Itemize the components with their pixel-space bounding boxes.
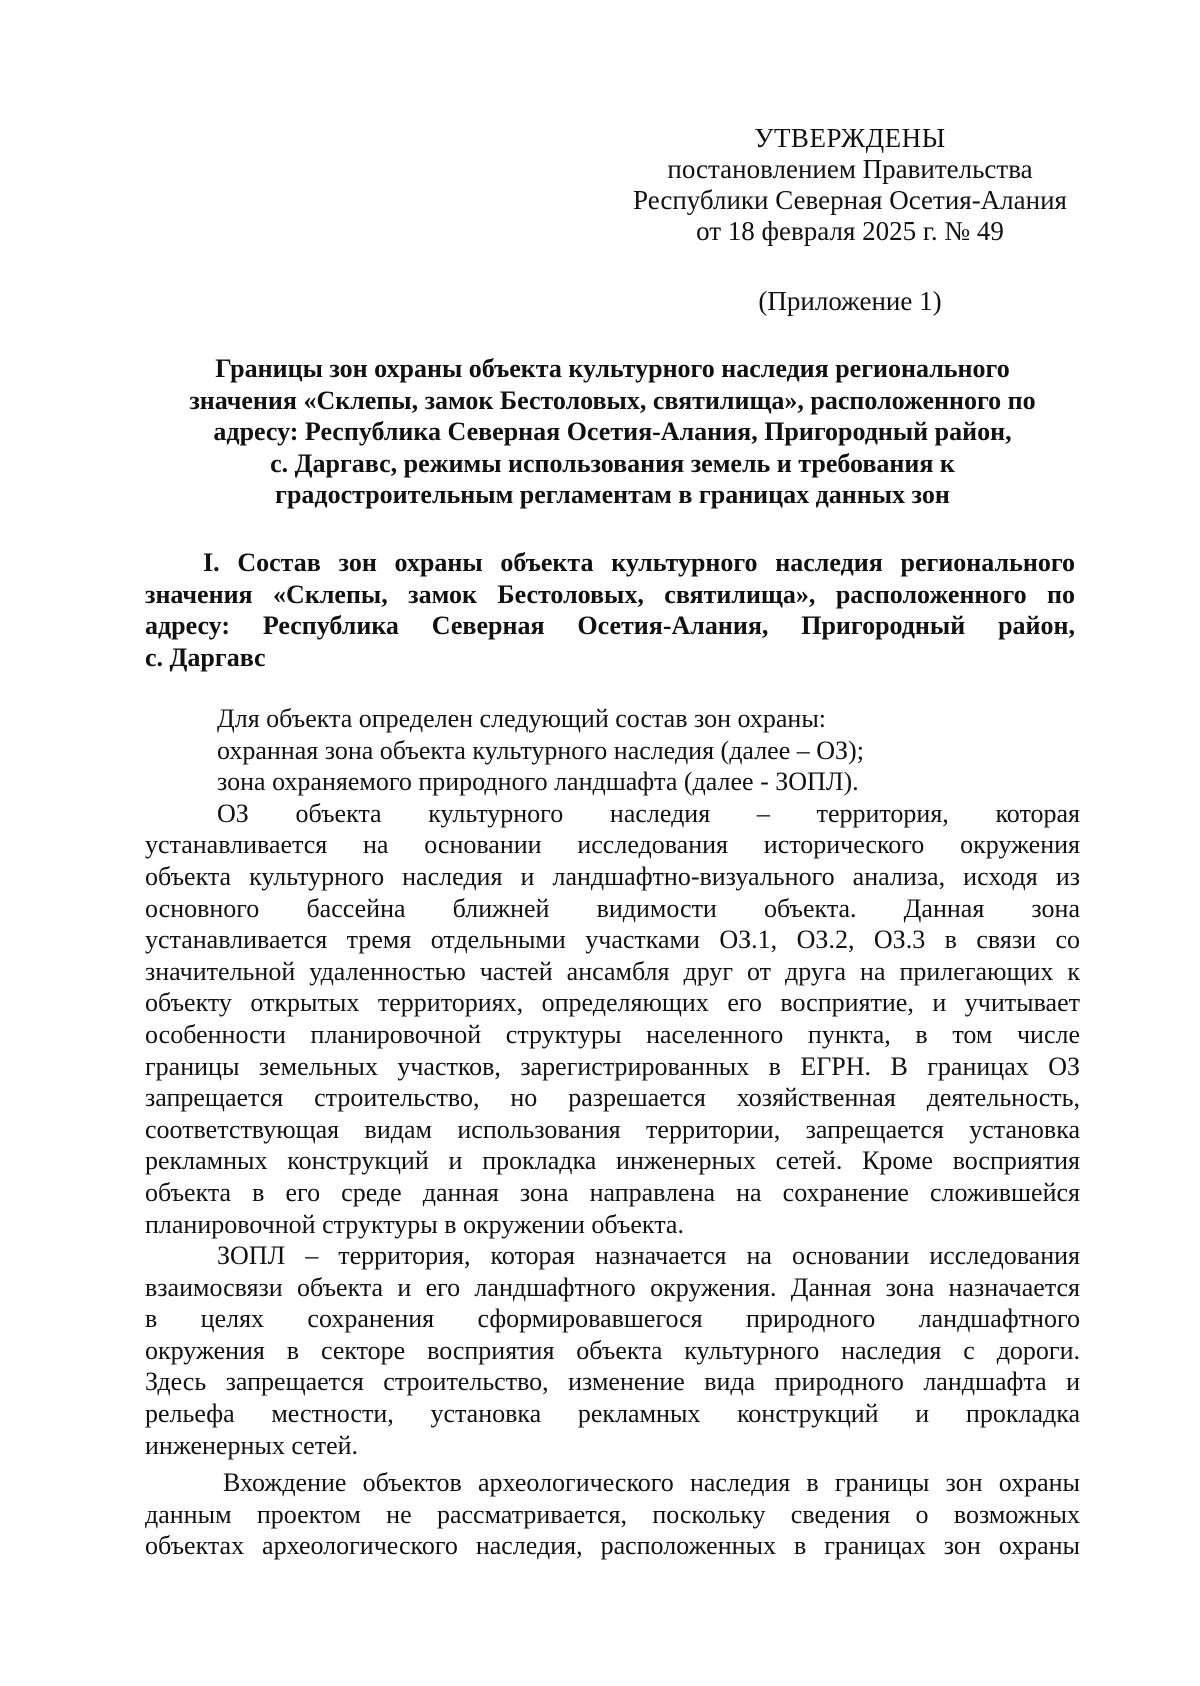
approval-date: от 18 февраля 2025 г. № 49 bbox=[696, 216, 1004, 246]
paragraph-line: взаимосвязи объекта и его ландшафтного окружения. Данная зона назначается bbox=[145, 1272, 1080, 1302]
approval-block bbox=[600, 123, 1100, 247]
paragraph-line: ЗОПЛ – территория, которая назначается на основании исследования bbox=[217, 1241, 1080, 1271]
body-text bbox=[145, 703, 1080, 1562]
title-line: адресу: Республика Северная Осетия-Алания, Пригородный район, bbox=[213, 417, 1012, 446]
intro-line: Для объекта определен следующий состав зон охраны: bbox=[217, 704, 827, 733]
section-heading-line: I. Состав зон охраны объекта культурного наследия регионального bbox=[203, 548, 1075, 577]
paragraph-line: запрещается строительство, но разрешается хозяйственная деятельность, bbox=[145, 1083, 1080, 1113]
paragraph-line: окружения в секторе восприятия объекта культурного наследия с дороги. bbox=[145, 1335, 1080, 1365]
paragraph-line: Вхождение объектов археологического наследия в границы зон охраны bbox=[223, 1468, 1080, 1498]
paragraph-line: объекта в его среде данная зона направлена на сохранение сложившейся bbox=[145, 1177, 1080, 1207]
paragraph-line: объекта культурного наследия и ландшафтно-визуального анализа, исходя из bbox=[145, 861, 1080, 891]
paragraph-line: объекту открытых территориях, определяющих его восприятие, и учитывает bbox=[145, 988, 1080, 1018]
paragraph-line: в целях сохранения сформировавшегося природного ландшафтного bbox=[145, 1304, 1080, 1334]
section-heading-line: с. Даргавс bbox=[145, 642, 266, 672]
appendix-label: (Приложение 1) bbox=[758, 286, 942, 316]
section-heading-line: адресу: Республика Северная Осетия-Алания, Пригородный район, bbox=[145, 611, 1075, 641]
paragraph-line: рельефа местности, установка рекламных конструкций и прокладка bbox=[145, 1399, 1080, 1429]
title-line: с. Даргавс, режимы использования земель и требования к bbox=[270, 448, 955, 478]
paragraph-line: устанавливается на основании исследования исторического окружения bbox=[145, 830, 1080, 860]
section-heading bbox=[145, 547, 1075, 673]
approval-line: Республики Северная Осетия-Алания bbox=[633, 185, 1067, 215]
document-title bbox=[150, 353, 1075, 511]
zone-list-item: охранная зона объекта культурного наследия (далее – ОЗ); bbox=[217, 735, 864, 765]
paragraph-line: устанавливается тремя отдельными участками ОЗ.1, ОЗ.2, ОЗ.3 в связи со bbox=[145, 925, 1080, 955]
approval-line: постановлением Правительства bbox=[667, 154, 1033, 184]
zone-list-item: зона охраняемого природного ландшафта (далее - ЗОПЛ). bbox=[217, 767, 859, 797]
paragraph-line: рекламных конструкций и прокладка инженерных сетей. Кроме восприятия bbox=[145, 1146, 1080, 1176]
paragraph-line: планировочной структуры в окружении объекта. bbox=[145, 1209, 684, 1239]
paragraph-line: ОЗ объекта культурного наследия – территория, которая bbox=[217, 798, 1080, 828]
paragraph-line: соответствующая видам использования территории, запрещается установка bbox=[145, 1114, 1080, 1144]
section-heading-line: значения «Склепы, замок Бестоловых, святилища», расположенного по bbox=[145, 579, 1075, 609]
paragraph-line: особенности планировочной структуры населенного пункта, в том числе bbox=[145, 1019, 1080, 1049]
title-line: Границы зон охраны объекта культурного наследия регионального bbox=[215, 354, 1010, 383]
title-line: значения «Склепы, замок Бестоловых, святилища», расположенного по bbox=[189, 385, 1036, 415]
paragraph-line: основного бассейна ближней видимости объекта. Данная зона bbox=[145, 893, 1080, 923]
title-line: градостроительным регламентам в границах данных зон bbox=[275, 480, 950, 509]
paragraph-line: границы земельных участков, зарегистрированных в ЕГРН. В границах ОЗ bbox=[145, 1051, 1080, 1081]
paragraph-line: инженерных сетей. bbox=[145, 1430, 359, 1460]
paragraph-line: Здесь запрещается строительство, изменение вида природного ландшафта и bbox=[145, 1367, 1080, 1397]
approval-heading: УТВЕРЖДЕНЫ bbox=[754, 123, 946, 153]
paragraph-line: объектах археологического наследия, расположенных в границах зон охраны bbox=[145, 1531, 1080, 1561]
paragraph-line: данным проектом не рассматривается, поскольку сведения о возможных bbox=[145, 1499, 1080, 1529]
paragraph-line: значительной удаленностью частей ансамбля друг от друга на прилегающих к bbox=[145, 956, 1080, 986]
